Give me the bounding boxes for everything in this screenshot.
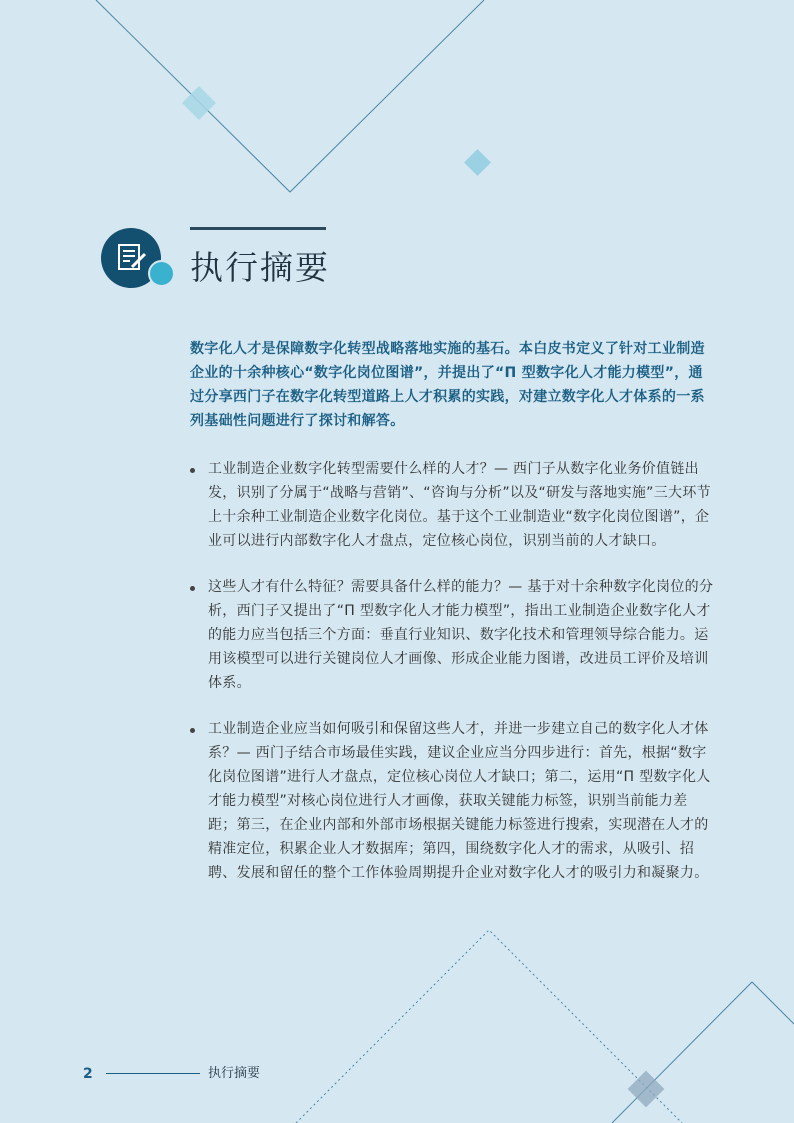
summary-title-icon	[101, 228, 177, 288]
page-title: 执行摘要	[190, 248, 330, 287]
list-item	[190, 575, 715, 695]
top-chevron-line	[96, 0, 484, 192]
bullet-text: 工业制造企业应当如何吸引和保留这些人才，并进一步建立自己的数字化人才体系？— 西门子结合市场最佳实践，建议企业应当分四步进行：首先，根据“数字化岗位图谱”进行人才盘点，定位核心岗位人才缺口；第二，运用“Π 型数字化人才能力模型”对核心岗位进行人才画像，获取关键能力标签，识别当前能力差距；第三，在企业内部和外部市场根据关键能力标签进行搜索，实现潜在人才的精准定位，积累企业人才数据库；第四，围绕数字化人才的需求，从吸引、招聘、发展和留任的整个工作体验周期提升企业对数字化人才的吸引力和凝聚力。	[208, 721, 711, 881]
list-item	[190, 717, 715, 885]
title-top-rule	[190, 227, 326, 230]
summary-bullet-list	[190, 457, 715, 907]
page-number: 2	[83, 1066, 93, 1082]
list-item	[190, 457, 715, 553]
bullet-icon	[190, 728, 195, 733]
footer-divider	[106, 1073, 200, 1074]
intro-paragraph: 数字化人才是保障数字化转型战略落地实施的基石。本白皮书定义了针对工业制造企业的十余种核心“数字化岗位图谱”，并提出了“Π 型数字化人才能力模型”，通过分享西门子在数字化转型道路上人才积累的实践，对建立数字化人才体系的一系列基础性问题进行了探讨和解答。	[190, 341, 705, 429]
bottom-dotted-triangle	[296, 930, 682, 1123]
bullet-icon	[190, 586, 195, 591]
bottom-diamond	[628, 1071, 665, 1108]
bullet-text: 这些人才有什么特征？需要具备什么样的能力？— 基于对十余种数字化岗位的分析，西门子又提出了“Π 型数字化人才能力模型”，指出工业制造企业数字化人才的能力应当包括三个方面：垂直行业知识、数字化技术和管理领导综合能力。运用该模型可以进行关键岗位人才画像、形成企业能力图谱，改进员工评价及培训体系。	[208, 579, 714, 691]
bullet-icon	[190, 468, 195, 473]
document-edit-icon	[115, 242, 147, 274]
top-diamond-small	[464, 149, 491, 176]
bottom-right-line	[612, 982, 794, 1123]
icon-accent-dot	[148, 260, 175, 287]
top-diamond-large	[182, 86, 216, 120]
bullet-text: 工业制造企业数字化转型需要什么样的人才？— 西门子从数字化业务价值链出发，识别了分属于“战略与营销”、“咨询与分析”以及“研发与落地实施”三大环节上十余种工业制造企业数字化岗位。基于这个工业制造业“数字化岗位图谱”，企业可以进行内部数字化人才盘点，定位核心岗位，识别当前的人才缺口。	[208, 461, 711, 549]
footer-section-label: 执行摘要	[208, 1066, 261, 1081]
